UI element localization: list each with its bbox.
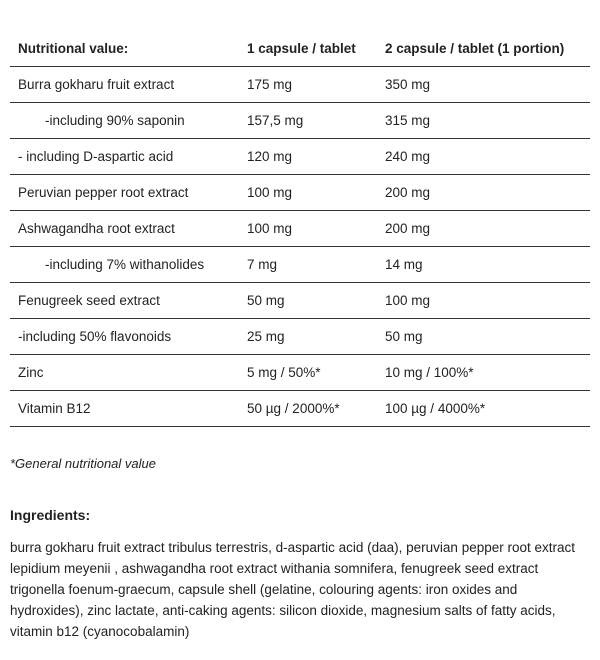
- row-value-two: 200 mg: [385, 221, 431, 236]
- table-row: [10, 355, 590, 391]
- ingredients-title: Ingredients:: [10, 507, 91, 523]
- row-value-two: 50 mg: [385, 329, 423, 344]
- table-row: [10, 211, 590, 247]
- row-value-one: 5 mg / 50%*: [247, 365, 321, 380]
- footnote: *General nutritional value: [10, 456, 156, 471]
- ingredients-text: burra gokharu fruit extract tribulus terrestris, d-aspartic acid (daa), peruvian pepper root extract lepidium meyenii , ashwagandha root extract withania somnifera, fenugreek seed extract trigonella foenum-graecum, capsule shell (gelatine, colouring agents: iron oxides and hydroxides), zinc lactate, anti-caking agents: silicon dioxide, magnesium salts of fatty acids, vitamin b12 (cyanocobalamin): [10, 540, 576, 639]
- row-value-one: 100 mg: [247, 221, 293, 236]
- table-row: [10, 175, 590, 211]
- table-row: [10, 283, 590, 319]
- row-value-one: 175 mg: [247, 77, 293, 92]
- row-label: Ashwagandha root extract: [18, 221, 175, 236]
- row-value-two: 10 mg / 100%*: [385, 365, 474, 380]
- header-two-capsules: 2 capsule / tablet (1 portion): [385, 40, 565, 56]
- row-value-one: 25 mg: [247, 329, 285, 344]
- row-label: - including D-aspartic acid: [18, 149, 174, 164]
- table-row: [10, 139, 590, 175]
- nutrition-table: [10, 30, 590, 427]
- header-nutritional-value: Nutritional value:: [18, 40, 129, 56]
- row-label: -including 7% withanolides: [45, 257, 205, 272]
- row-label: Burra gokharu fruit extract: [18, 77, 175, 92]
- row-value-two: 240 mg: [385, 149, 431, 164]
- row-label: Vitamin B12: [18, 401, 91, 416]
- row-value-one: 50 mg: [247, 293, 285, 308]
- row-value-two: 350 mg: [385, 77, 431, 92]
- table-row: [10, 247, 590, 283]
- table-row: [10, 103, 590, 139]
- row-value-one: 100 mg: [247, 185, 293, 200]
- row-value-two: 315 mg: [385, 113, 431, 128]
- row-label: Peruvian pepper root extract: [18, 185, 189, 200]
- row-value-two: 100 µg / 4000%*: [385, 401, 486, 416]
- row-value-one: 120 mg: [247, 149, 293, 164]
- row-value-two: 100 mg: [385, 293, 431, 308]
- row-label: Zinc: [18, 365, 44, 380]
- row-value-two: 14 mg: [385, 257, 423, 272]
- table-row: [10, 67, 590, 103]
- header-one-capsule: 1 capsule / tablet: [247, 40, 356, 56]
- row-value-one: 50 µg / 2000%*: [247, 401, 340, 416]
- row-value-one: 7 mg: [247, 257, 278, 272]
- row-value-two: 200 mg: [385, 185, 431, 200]
- row-label: -including 90% saponin: [45, 113, 185, 128]
- row-value-one: 157,5 mg: [247, 113, 304, 128]
- row-label: Fenugreek seed extract: [18, 293, 160, 308]
- table-header-row: [10, 30, 590, 67]
- table-row: [10, 319, 590, 355]
- row-label: -including 50% flavonoids: [18, 329, 172, 344]
- table-row: [10, 391, 590, 427]
